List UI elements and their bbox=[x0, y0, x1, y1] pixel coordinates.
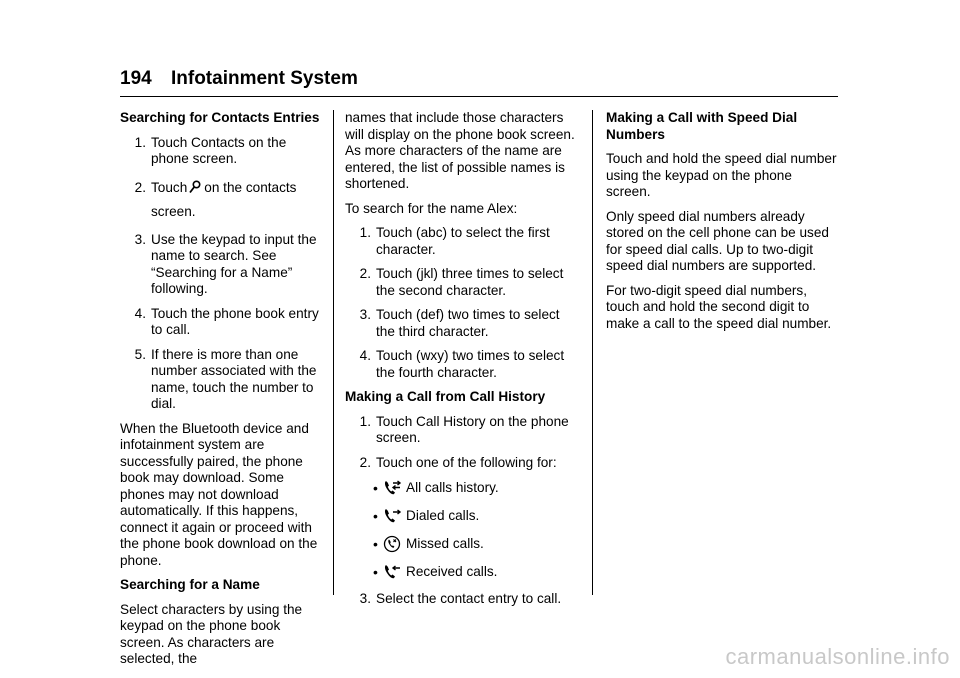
section-heading: Making a Call with Speed Dial Numbers bbox=[606, 110, 798, 142]
column-divider bbox=[592, 110, 593, 595]
paragraph: names that include those characters will display on the phone book screen. As more characters of the name are entered, the list of possible names is shortened. bbox=[345, 110, 575, 191]
list-item: 2. Touch (jkl) three times to select the second character. bbox=[359, 266, 564, 298]
list-item: 4. Touch (wxy) two times to select the fourth character. bbox=[359, 348, 565, 380]
paragraph: Only speed dial numbers already stored on the cell phone can be used for speed dial calls. Up to two-digit speed dial numbers are supported. bbox=[606, 208, 829, 273]
column-divider bbox=[333, 110, 334, 595]
received-calls-icon bbox=[383, 563, 403, 581]
paragraph: To search for the name Alex: bbox=[345, 200, 518, 216]
search-icon bbox=[189, 180, 201, 194]
list-item: 3. Select the contact entry to call. bbox=[359, 591, 562, 606]
bullet-item: • Missed calls. bbox=[373, 535, 484, 552]
watermark: carmanualsonline.info bbox=[725, 644, 950, 669]
dialed-calls-icon bbox=[383, 507, 403, 525]
missed-calls-icon bbox=[383, 535, 403, 553]
section-heading: Searching for Contacts Entries bbox=[120, 110, 320, 125]
bullet-item: • Received calls. bbox=[373, 563, 498, 580]
list-item: 1. Touch Call History on the phone screen. bbox=[359, 413, 569, 445]
list-item: 5. If there is more than one number associated with the name, touch the number to dial. bbox=[134, 346, 317, 411]
list-item: 3. Use the keypad to input the name to search. See “Searching for a Name” following. bbox=[134, 231, 317, 296]
column-2 bbox=[345, 110, 581, 616]
list-item: 2. Touch on the contacts screen. bbox=[134, 179, 297, 219]
page-number: 194 bbox=[120, 68, 152, 89]
list-item: 3. Touch (def) two times to select the third character. bbox=[359, 307, 560, 339]
list-item: 1. Touch Contacts on the phone screen. bbox=[134, 134, 287, 166]
paragraph: Select characters by using the keypad on the phone book screen. As characters are selected, the bbox=[120, 601, 303, 666]
section-heading: Searching for a Name bbox=[120, 577, 260, 592]
column-3 bbox=[606, 110, 838, 340]
bullet-item: • Dialed calls. bbox=[373, 507, 480, 524]
section-heading: Making a Call from Call History bbox=[345, 389, 546, 404]
paragraph: For two-digit speed dial numbers, touch and hold the second digit to make a call to the speed dial number. bbox=[606, 282, 832, 331]
paragraph: When the Bluetooth device and infotainment system are successfully paired, the phone book may download. Some phones may not download automatically. If this happens, connect it again or proceed with the phone book download on the phone. bbox=[120, 420, 318, 568]
page-title: Infotainment System bbox=[170, 68, 358, 89]
page-header bbox=[120, 68, 838, 97]
list-item: 4. Touch the phone book entry to call. bbox=[134, 305, 319, 337]
bullet-item: • All calls history. bbox=[373, 479, 499, 496]
all-calls-icon bbox=[383, 479, 403, 497]
paragraph: Touch and hold the speed dial number using the keypad on the phone screen. bbox=[606, 151, 837, 199]
list-item: 2. Touch one of the following for: bbox=[359, 454, 557, 470]
list-item: 1. Touch (abc) to select the first character. bbox=[359, 225, 550, 257]
column-1 bbox=[120, 110, 322, 676]
